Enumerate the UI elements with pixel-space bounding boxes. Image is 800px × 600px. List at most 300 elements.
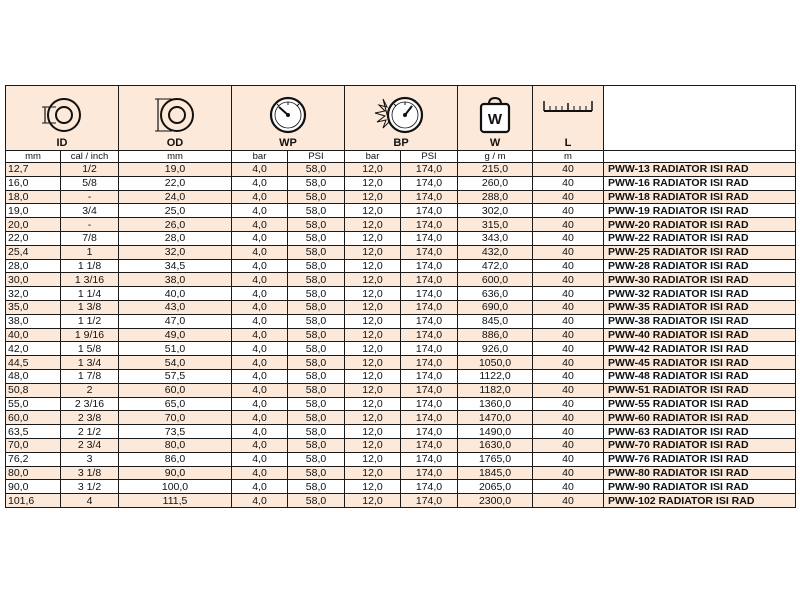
cell-id-mm: 76,2 — [6, 452, 61, 466]
cell-wp-psi: 58,0 — [288, 190, 345, 204]
cell-id-mm: 63,5 — [6, 425, 61, 439]
header-od-label: OD — [166, 137, 184, 149]
cell-id-inch: 1/2 — [61, 163, 119, 177]
cell-length: 40 — [533, 287, 604, 301]
cell-length: 40 — [533, 466, 604, 480]
cell-weight: 1360,0 — [458, 397, 533, 411]
cell-od-mm: 54,0 — [119, 356, 232, 370]
cell-weight: 2300,0 — [458, 494, 533, 508]
cell-od-mm: 25,0 — [119, 204, 232, 218]
cell-weight: 1490,0 — [458, 425, 533, 439]
cell-weight: 926,0 — [458, 342, 533, 356]
cell-id-inch: 7/8 — [61, 231, 119, 245]
cell-weight: 1845,0 — [458, 466, 533, 480]
cell-bp-bar: 12,0 — [345, 218, 401, 232]
cell-bp-psi: 174,0 — [401, 245, 458, 259]
cell-wp-psi: 58,0 — [288, 259, 345, 273]
cell-id-mm: 22,0 — [6, 231, 61, 245]
cell-bp-psi: 174,0 — [401, 328, 458, 342]
cell-weight: 1630,0 — [458, 438, 533, 452]
cell-product-code: PWW-22 RADIATOR ISI RAD — [604, 231, 796, 245]
cell-id-inch: 3 1/8 — [61, 466, 119, 480]
cell-product-code: PWW-28 RADIATOR ISI RAD — [604, 259, 796, 273]
cell-bp-psi: 174,0 — [401, 480, 458, 494]
cell-od-mm: 40,0 — [119, 287, 232, 301]
cell-bp-psi: 174,0 — [401, 273, 458, 287]
cell-weight: 472,0 — [458, 259, 533, 273]
cell-od-mm: 38,0 — [119, 273, 232, 287]
cell-bp-bar: 12,0 — [345, 204, 401, 218]
unit-cell: mm — [119, 151, 232, 163]
cell-od-mm: 22,0 — [119, 176, 232, 190]
unit-cell: bar — [345, 151, 401, 163]
cell-wp-psi: 58,0 — [288, 163, 345, 177]
cell-wp-bar: 4,0 — [232, 176, 288, 190]
cell-bp-psi: 174,0 — [401, 466, 458, 480]
cell-bp-psi: 174,0 — [401, 383, 458, 397]
cell-bp-bar: 12,0 — [345, 190, 401, 204]
cell-id-inch: 3 — [61, 452, 119, 466]
cell-length: 40 — [533, 245, 604, 259]
cell-wp-psi: 58,0 — [288, 273, 345, 287]
cell-wp-psi: 58,0 — [288, 231, 345, 245]
cell-od-mm: 24,0 — [119, 190, 232, 204]
cell-wp-psi: 58,0 — [288, 452, 345, 466]
cell-weight: 215,0 — [458, 163, 533, 177]
table-row — [6, 356, 796, 370]
cell-id-mm: 101,6 — [6, 494, 61, 508]
cell-length: 40 — [533, 356, 604, 370]
cell-length: 40 — [533, 452, 604, 466]
cell-bp-psi: 174,0 — [401, 300, 458, 314]
cell-id-inch: 1 1/2 — [61, 314, 119, 328]
cell-bp-bar: 12,0 — [345, 411, 401, 425]
pressure-gauge-icon — [265, 95, 311, 137]
cell-id-mm: 44,5 — [6, 356, 61, 370]
cell-wp-bar: 4,0 — [232, 397, 288, 411]
cell-bp-bar: 12,0 — [345, 176, 401, 190]
cell-wp-bar: 4,0 — [232, 273, 288, 287]
ring-id-icon — [39, 95, 85, 137]
cell-od-mm: 80,0 — [119, 438, 232, 452]
cell-od-mm: 47,0 — [119, 314, 232, 328]
cell-wp-psi: 58,0 — [288, 245, 345, 259]
cell-od-mm: 26,0 — [119, 218, 232, 232]
cell-od-mm: 57,5 — [119, 369, 232, 383]
cell-id-mm: 32,0 — [6, 287, 61, 301]
cell-wp-bar: 4,0 — [232, 190, 288, 204]
cell-bp-bar: 12,0 — [345, 342, 401, 356]
cell-product-code: PWW-70 RADIATOR ISI RAD — [604, 438, 796, 452]
cell-wp-bar: 4,0 — [232, 369, 288, 383]
cell-bp-bar: 12,0 — [345, 494, 401, 508]
cell-weight: 600,0 — [458, 273, 533, 287]
ring-od-icon — [152, 95, 198, 137]
cell-bp-bar: 12,0 — [345, 245, 401, 259]
cell-length: 40 — [533, 369, 604, 383]
cell-wp-bar: 4,0 — [232, 328, 288, 342]
cell-id-mm: 35,0 — [6, 300, 61, 314]
cell-id-inch: 1 3/8 — [61, 300, 119, 314]
table-row — [6, 383, 796, 397]
cell-bp-bar: 12,0 — [345, 287, 401, 301]
burst-gauge-icon — [371, 95, 431, 137]
cell-wp-bar: 4,0 — [232, 356, 288, 370]
header-id-label: ID — [56, 137, 68, 149]
cell-bp-bar: 12,0 — [345, 163, 401, 177]
cell-weight: 1470,0 — [458, 411, 533, 425]
cell-od-mm: 90,0 — [119, 466, 232, 480]
cell-wp-psi: 58,0 — [288, 397, 345, 411]
cell-od-mm: 51,0 — [119, 342, 232, 356]
cell-bp-bar: 12,0 — [345, 300, 401, 314]
cell-weight: 1182,0 — [458, 383, 533, 397]
cell-bp-bar: 12,0 — [345, 369, 401, 383]
cell-wp-bar: 4,0 — [232, 466, 288, 480]
cell-wp-bar: 4,0 — [232, 218, 288, 232]
cell-length: 40 — [533, 218, 604, 232]
cell-bp-psi: 174,0 — [401, 163, 458, 177]
cell-length: 40 — [533, 176, 604, 190]
cell-wp-psi: 58,0 — [288, 287, 345, 301]
cell-id-mm: 55,0 — [6, 397, 61, 411]
header-l-label: L — [564, 137, 572, 149]
table-row — [6, 494, 796, 508]
cell-id-mm: 70,0 — [6, 438, 61, 452]
cell-weight: 260,0 — [458, 176, 533, 190]
weight-icon-letter: W — [487, 111, 503, 128]
cell-weight: 288,0 — [458, 190, 533, 204]
cell-product-code: PWW-35 RADIATOR ISI RAD — [604, 300, 796, 314]
cell-product-code: PWW-40 RADIATOR ISI RAD — [604, 328, 796, 342]
cell-length: 40 — [533, 494, 604, 508]
cell-product-code: PWW-51 RADIATOR ISI RAD — [604, 383, 796, 397]
table-row — [6, 231, 796, 245]
table-row — [6, 369, 796, 383]
cell-od-mm: 111,5 — [119, 494, 232, 508]
cell-od-mm: 32,0 — [119, 245, 232, 259]
cell-od-mm: 73,5 — [119, 425, 232, 439]
cell-id-mm: 12,7 — [6, 163, 61, 177]
cell-product-code: PWW-45 RADIATOR ISI RAD — [604, 356, 796, 370]
cell-length: 40 — [533, 273, 604, 287]
cell-product-code: PWW-16 RADIATOR ISI RAD — [604, 176, 796, 190]
cell-weight: 432,0 — [458, 245, 533, 259]
cell-length: 40 — [533, 480, 604, 494]
table-row — [6, 190, 796, 204]
cell-id-inch: - — [61, 190, 119, 204]
cell-weight: 845,0 — [458, 314, 533, 328]
cell-length: 40 — [533, 411, 604, 425]
cell-bp-psi: 174,0 — [401, 356, 458, 370]
cell-product-code: PWW-19 RADIATOR ISI RAD — [604, 204, 796, 218]
cell-od-mm: 19,0 — [119, 163, 232, 177]
cell-od-mm: 43,0 — [119, 300, 232, 314]
cell-bp-psi: 174,0 — [401, 259, 458, 273]
cell-wp-psi: 58,0 — [288, 369, 345, 383]
cell-id-mm: 90,0 — [6, 480, 61, 494]
cell-id-mm: 19,0 — [6, 204, 61, 218]
cell-wp-psi: 58,0 — [288, 314, 345, 328]
cell-wp-bar: 4,0 — [232, 259, 288, 273]
cell-bp-psi: 174,0 — [401, 411, 458, 425]
cell-weight: 1050,0 — [458, 356, 533, 370]
cell-bp-bar: 12,0 — [345, 314, 401, 328]
table-row — [6, 452, 796, 466]
cell-bp-psi: 174,0 — [401, 452, 458, 466]
cell-bp-psi: 174,0 — [401, 190, 458, 204]
cell-od-mm: 49,0 — [119, 328, 232, 342]
header-l — [533, 86, 604, 151]
unit-cell: g / m — [458, 151, 533, 163]
cell-length: 40 — [533, 190, 604, 204]
cell-bp-psi: 174,0 — [401, 494, 458, 508]
cell-bp-bar: 12,0 — [345, 397, 401, 411]
unit-cell: mm — [6, 151, 61, 163]
cell-id-mm: 20,0 — [6, 218, 61, 232]
cell-wp-psi: 58,0 — [288, 494, 345, 508]
cell-weight: 302,0 — [458, 204, 533, 218]
cell-od-mm: 86,0 — [119, 452, 232, 466]
cell-id-inch: 2 3/16 — [61, 397, 119, 411]
cell-id-inch: 2 1/2 — [61, 425, 119, 439]
cell-id-inch: 1 1/4 — [61, 287, 119, 301]
cell-length: 40 — [533, 328, 604, 342]
cell-length: 40 — [533, 397, 604, 411]
cell-wp-psi: 58,0 — [288, 411, 345, 425]
cell-wp-bar: 4,0 — [232, 383, 288, 397]
cell-wp-bar: 4,0 — [232, 204, 288, 218]
cell-length: 40 — [533, 163, 604, 177]
table-row — [6, 397, 796, 411]
cell-weight: 2065,0 — [458, 480, 533, 494]
cell-id-mm: 18,0 — [6, 190, 61, 204]
cell-bp-psi: 174,0 — [401, 397, 458, 411]
cell-id-mm: 30,0 — [6, 273, 61, 287]
cell-bp-psi: 174,0 — [401, 314, 458, 328]
cell-wp-psi: 58,0 — [288, 328, 345, 342]
table-row — [6, 273, 796, 287]
table-row — [6, 300, 796, 314]
cell-bp-psi: 174,0 — [401, 231, 458, 245]
unit-cell: m — [533, 151, 604, 163]
cell-product-code: PWW-76 RADIATOR ISI RAD — [604, 452, 796, 466]
cell-bp-psi: 174,0 — [401, 425, 458, 439]
unit-cell: cal / inch — [61, 151, 119, 163]
table-body — [6, 163, 796, 508]
cell-wp-psi: 58,0 — [288, 204, 345, 218]
cell-product-code: PWW-60 RADIATOR ISI RAD — [604, 411, 796, 425]
cell-product-code: PWW-25 RADIATOR ISI RAD — [604, 245, 796, 259]
cell-wp-bar: 4,0 — [232, 245, 288, 259]
cell-id-mm: 25,4 — [6, 245, 61, 259]
hose-spec-table — [5, 85, 796, 508]
cell-bp-psi: 174,0 — [401, 218, 458, 232]
cell-length: 40 — [533, 425, 604, 439]
cell-bp-psi: 174,0 — [401, 342, 458, 356]
table-row — [6, 466, 796, 480]
cell-bp-bar: 12,0 — [345, 438, 401, 452]
cell-bp-psi: 174,0 — [401, 369, 458, 383]
cell-product-code: PWW-48 RADIATOR ISI RAD — [604, 369, 796, 383]
cell-od-mm: 60,0 — [119, 383, 232, 397]
cell-od-mm: 28,0 — [119, 231, 232, 245]
cell-id-inch: 1 9/16 — [61, 328, 119, 342]
cell-wp-bar: 4,0 — [232, 231, 288, 245]
cell-weight: 1122,0 — [458, 369, 533, 383]
cell-wp-bar: 4,0 — [232, 163, 288, 177]
cell-id-inch: - — [61, 218, 119, 232]
header-wp-label: WP — [279, 137, 297, 149]
header-bp — [345, 86, 458, 151]
cell-od-mm: 100,0 — [119, 480, 232, 494]
cell-wp-psi: 58,0 — [288, 466, 345, 480]
cell-bp-psi: 174,0 — [401, 287, 458, 301]
table-row — [6, 411, 796, 425]
cell-wp-bar: 4,0 — [232, 452, 288, 466]
table-row — [6, 218, 796, 232]
cell-id-mm: 40,0 — [6, 328, 61, 342]
cell-id-mm: 60,0 — [6, 411, 61, 425]
cell-length: 40 — [533, 259, 604, 273]
cell-product-code: PWW-38 RADIATOR ISI RAD — [604, 314, 796, 328]
cell-product-code: PWW-80 RADIATOR ISI RAD — [604, 466, 796, 480]
cell-bp-bar: 12,0 — [345, 231, 401, 245]
cell-weight: 690,0 — [458, 300, 533, 314]
cell-id-mm: 42,0 — [6, 342, 61, 356]
cell-weight: 886,0 — [458, 328, 533, 342]
table-row — [6, 438, 796, 452]
cell-product-code: PWW-63 RADIATOR ISI RAD — [604, 425, 796, 439]
cell-id-inch: 3 1/2 — [61, 480, 119, 494]
cell-id-mm: 38,0 — [6, 314, 61, 328]
cell-wp-bar: 4,0 — [232, 342, 288, 356]
cell-id-inch: 1 1/8 — [61, 259, 119, 273]
cell-wp-psi: 58,0 — [288, 383, 345, 397]
cell-length: 40 — [533, 204, 604, 218]
header-w — [458, 86, 533, 151]
cell-od-mm: 65,0 — [119, 397, 232, 411]
table-row — [6, 342, 796, 356]
icon-header-row — [6, 86, 796, 151]
cell-bp-bar: 12,0 — [345, 480, 401, 494]
cell-product-code: PWW-102 RADIATOR ISI RAD — [604, 494, 796, 508]
cell-wp-psi: 58,0 — [288, 218, 345, 232]
header-wp — [232, 86, 345, 151]
header-w-label: W — [489, 137, 501, 149]
table-row — [6, 245, 796, 259]
cell-length: 40 — [533, 438, 604, 452]
cell-bp-bar: 12,0 — [345, 259, 401, 273]
cell-product-code: PWW-55 RADIATOR ISI RAD — [604, 397, 796, 411]
cell-od-mm: 34,5 — [119, 259, 232, 273]
cell-wp-psi: 58,0 — [288, 176, 345, 190]
units-row — [6, 151, 796, 163]
unit-cell: PSI — [401, 151, 458, 163]
cell-product-code: PWW-32 RADIATOR ISI RAD — [604, 287, 796, 301]
cell-id-inch: 1 3/16 — [61, 273, 119, 287]
table-row — [6, 176, 796, 190]
header-code — [604, 86, 796, 151]
cell-length: 40 — [533, 342, 604, 356]
cell-id-mm: 80,0 — [6, 466, 61, 480]
cell-length: 40 — [533, 383, 604, 397]
cell-id-inch: 1 — [61, 245, 119, 259]
header-od — [119, 86, 232, 151]
cell-id-mm: 16,0 — [6, 176, 61, 190]
cell-id-inch: 2 3/8 — [61, 411, 119, 425]
cell-product-code: PWW-30 RADIATOR ISI RAD — [604, 273, 796, 287]
cell-bp-bar: 12,0 — [345, 425, 401, 439]
cell-wp-bar: 4,0 — [232, 300, 288, 314]
cell-weight: 315,0 — [458, 218, 533, 232]
cell-wp-bar: 4,0 — [232, 411, 288, 425]
cell-bp-bar: 12,0 — [345, 356, 401, 370]
cell-bp-bar: 12,0 — [345, 452, 401, 466]
cell-bp-bar: 12,0 — [345, 273, 401, 287]
table-row — [6, 328, 796, 342]
table-row — [6, 314, 796, 328]
cell-id-mm: 50,8 — [6, 383, 61, 397]
ruler-icon — [541, 95, 595, 137]
cell-weight: 636,0 — [458, 287, 533, 301]
cell-product-code: PWW-42 RADIATOR ISI RAD — [604, 342, 796, 356]
table-row — [6, 204, 796, 218]
cell-wp-psi: 58,0 — [288, 342, 345, 356]
cell-id-inch: 5/8 — [61, 176, 119, 190]
cell-wp-bar: 4,0 — [232, 494, 288, 508]
cell-wp-bar: 4,0 — [232, 480, 288, 494]
cell-id-inch: 4 — [61, 494, 119, 508]
unit-cell: bar — [232, 151, 288, 163]
cell-product-code: PWW-13 RADIATOR ISI RAD — [604, 163, 796, 177]
cell-product-code: PWW-90 RADIATOR ISI RAD — [604, 480, 796, 494]
cell-bp-bar: 12,0 — [345, 328, 401, 342]
cell-wp-bar: 4,0 — [232, 438, 288, 452]
cell-id-inch: 3/4 — [61, 204, 119, 218]
cell-od-mm: 70,0 — [119, 411, 232, 425]
cell-length: 40 — [533, 300, 604, 314]
table-row — [6, 425, 796, 439]
cell-wp-psi: 58,0 — [288, 425, 345, 439]
cell-bp-psi: 174,0 — [401, 204, 458, 218]
cell-wp-psi: 58,0 — [288, 300, 345, 314]
cell-wp-psi: 58,0 — [288, 480, 345, 494]
table-row — [6, 163, 796, 177]
cell-wp-psi: 58,0 — [288, 438, 345, 452]
table-row — [6, 259, 796, 273]
cell-wp-bar: 4,0 — [232, 287, 288, 301]
cell-product-code: PWW-20 RADIATOR ISI RAD — [604, 218, 796, 232]
cell-id-mm: 48,0 — [6, 369, 61, 383]
cell-length: 40 — [533, 314, 604, 328]
cell-bp-psi: 174,0 — [401, 176, 458, 190]
header-id — [6, 86, 119, 151]
weight-icon — [475, 95, 515, 137]
unit-cell — [604, 151, 796, 163]
cell-wp-bar: 4,0 — [232, 314, 288, 328]
cell-length: 40 — [533, 231, 604, 245]
cell-wp-bar: 4,0 — [232, 425, 288, 439]
cell-bp-psi: 174,0 — [401, 438, 458, 452]
cell-id-inch: 2 3/4 — [61, 438, 119, 452]
cell-weight: 1765,0 — [458, 452, 533, 466]
cell-id-inch: 1 3/4 — [61, 356, 119, 370]
cell-bp-bar: 12,0 — [345, 466, 401, 480]
cell-id-inch: 1 7/8 — [61, 369, 119, 383]
hose-spec-sheet — [5, 85, 795, 508]
cell-bp-bar: 12,0 — [345, 383, 401, 397]
